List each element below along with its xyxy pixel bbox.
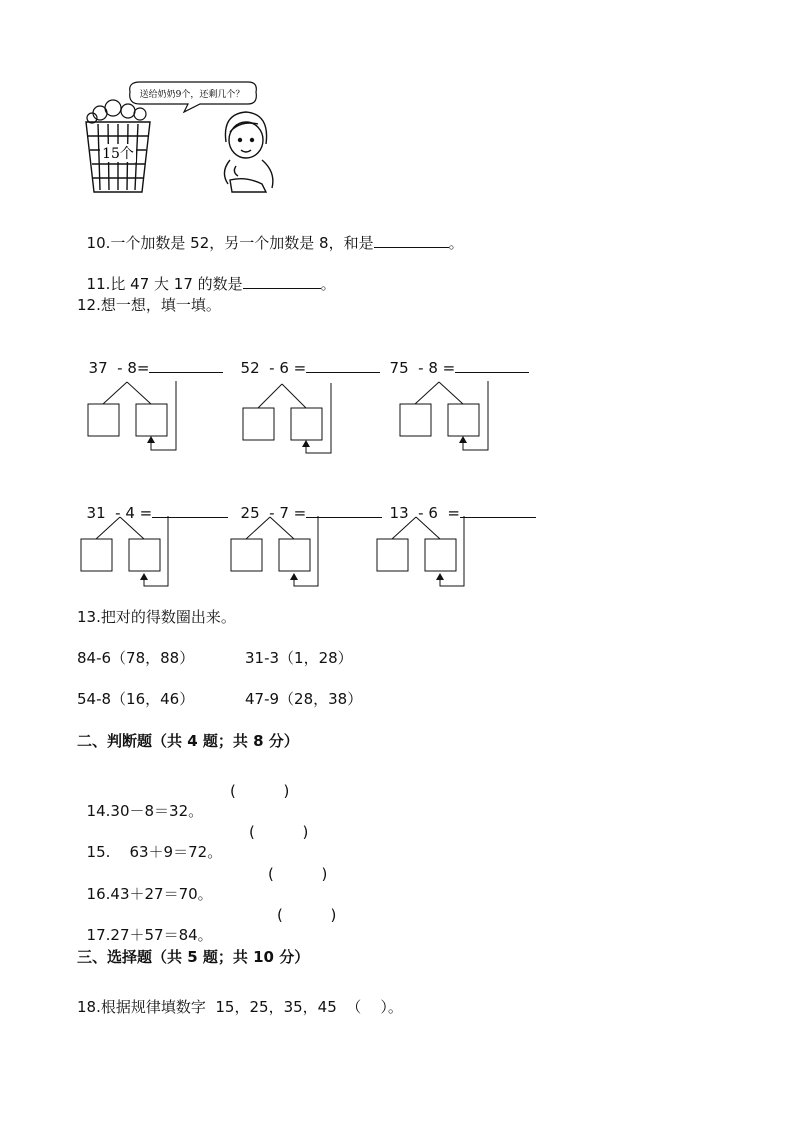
question-12-title: 12.想一想，填一填。 (77, 296, 221, 314)
number-box[interactable] (136, 404, 167, 436)
equation-text: 31 - 4 = (86, 504, 153, 522)
number-box[interactable] (243, 408, 274, 440)
question-16 (77, 864, 213, 904)
choice-item[interactable]: 31-3（1，28） (245, 649, 353, 667)
equation-text: 37 - 8= (88, 359, 150, 377)
choice-item[interactable]: 47-9（28，38） (245, 690, 363, 708)
number-box[interactable] (448, 404, 479, 436)
split-diagram (375, 514, 475, 594)
question-text: 16.43＋27＝70。 (86, 885, 213, 903)
answer-paren[interactable]: ( ) (277, 906, 337, 924)
question-text: 17.27＋57＝84。 (86, 926, 213, 944)
number-box[interactable] (81, 539, 112, 571)
split-diagram (229, 514, 329, 594)
question-14 (77, 781, 203, 821)
arrow-icon (436, 573, 444, 580)
answer-paren[interactable]: ( ) (249, 823, 309, 841)
equation-3 (380, 338, 529, 378)
number-box[interactable] (129, 539, 160, 571)
answer-paren[interactable]: ( ) (268, 865, 328, 883)
equation-text: 13 - 6 = (389, 504, 460, 522)
arrow-icon (302, 440, 310, 447)
speech-text: 送给奶奶9个，还剩几个？ (139, 90, 245, 100)
answer-blank[interactable] (374, 233, 449, 248)
split-diagram (86, 378, 186, 458)
arrow-icon (290, 573, 298, 580)
choice-item[interactable]: 84-6（78，88） (77, 649, 195, 667)
number-box[interactable] (231, 539, 262, 571)
number-box[interactable] (88, 404, 119, 436)
question-10 (77, 213, 464, 253)
question-text: 14.30－8＝32。 (86, 802, 204, 820)
number-box[interactable] (279, 539, 310, 571)
equation-text: 25 - 7 = (240, 504, 307, 522)
question-13-title: 13.把对的得数圈出来。 (77, 608, 236, 626)
answer-paren[interactable]: ( ) (230, 782, 290, 800)
arrow-icon (459, 436, 467, 443)
arrow-icon (140, 573, 148, 580)
equation-text: 52 - 6 = (240, 359, 307, 377)
question-10-text: 10.一个加数是 52，另一个加数是 8，和是 (86, 234, 374, 252)
equation-text: 75 - 8 = (389, 359, 456, 377)
equation-1 (79, 338, 223, 378)
arrow-icon (147, 436, 155, 443)
split-diagram (398, 378, 498, 458)
choice-item[interactable]: 54-8（16，46） (77, 690, 195, 708)
answer-blank[interactable] (455, 358, 529, 373)
section-heading: 二、判断题（共 4 题；共 8 分） (77, 732, 299, 750)
illustration-basket-girl (80, 80, 280, 200)
question-text: 15. 63＋9＝72。 (86, 843, 223, 861)
answer-blank[interactable] (306, 358, 380, 373)
basket-label: 15个 (102, 146, 134, 162)
question-15 (77, 822, 222, 862)
question-18: 18.根据规律填数字 15，25，35，45 （ ）。 (77, 998, 403, 1016)
answer-blank[interactable] (243, 274, 321, 289)
girl-icon (224, 112, 272, 192)
split-diagram (241, 380, 341, 460)
number-box[interactable] (425, 539, 456, 571)
question-10-end: 。 (448, 234, 464, 252)
question-17 (77, 905, 213, 945)
section-heading: 三、选择题（共 5 题；共 10 分） (77, 948, 310, 966)
number-box[interactable] (291, 408, 322, 440)
question-11 (77, 254, 336, 294)
number-box[interactable] (377, 539, 408, 571)
equation-2 (231, 338, 380, 378)
answer-blank[interactable] (149, 358, 223, 373)
question-11-text: 11.比 47 大 17 的数是 (86, 275, 243, 293)
number-box[interactable] (400, 404, 431, 436)
question-11-end: 。 (320, 275, 336, 293)
split-diagram (79, 514, 179, 594)
